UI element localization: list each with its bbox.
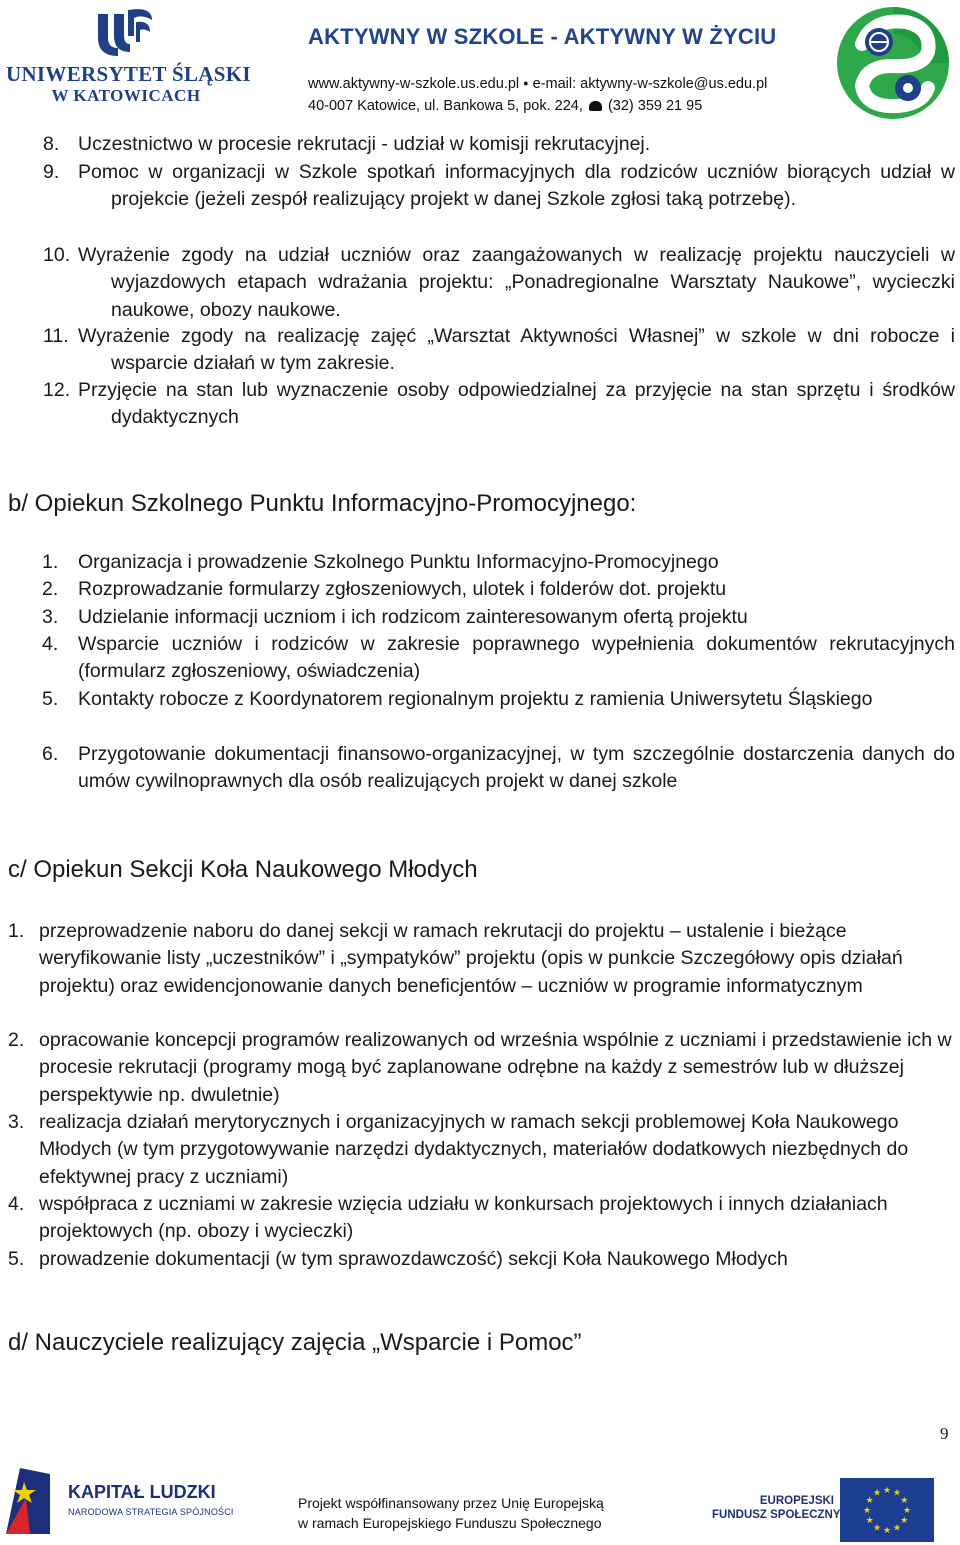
- list-item-text: Rozprowadzanie formularzy zgłoszeniowych, ulotek i folderów dot. projektu: [78, 578, 727, 600]
- eu-star-icon: ★: [862, 1505, 872, 1515]
- list-item-number: 2.: [42, 578, 59, 600]
- page-header: [0, 0, 960, 124]
- university-city: W KATOWICACH: [51, 86, 201, 105]
- kapital-ludzki-title: KAPITAŁ LUDZKI: [68, 1482, 216, 1502]
- list-item-number: 5.: [8, 1248, 25, 1270]
- eu-star-icon: ★: [902, 1505, 912, 1515]
- project-phone: (32) 359 21 95: [607, 98, 703, 114]
- project-logo-icon: [832, 4, 954, 122]
- kapital-ludzki-logo-icon: [6, 1468, 50, 1534]
- list-item-text: współpraca z uczniami w zakresie wzięcia udziału w konkursach projektowych i innych działaniach projektowych (np. obozy i wycieczki): [39, 1193, 888, 1243]
- efs-label-line-1: EUROPEJSKI: [759, 1495, 834, 1507]
- list-item: [8, 1246, 953, 1273]
- list-item-text: przeprowadzenie naboru do danej sekcji w ramach rekrutacji do projektu – ustalenie i bieżące weryfikowanie listy „uczestników” i „sympatyków” projektu (opis w punkcie Szczegółowy opis działań projektu) oraz ewidencjonowanie danych beneficjentów – uczniów w programie informatycznym: [39, 920, 903, 997]
- list-item-text: Wyrażenie zgody na udział uczniów oraz zaangażowanych w realizację projektu nauczycieli w wyjazdowych etapach wdrażania projektu: „Ponadregionalne Warsztaty Naukowe”, wycieczki naukowe, obozy naukowe.: [78, 244, 955, 321]
- list-item-number: 1.: [42, 551, 59, 573]
- list-item-number: 6.: [42, 743, 59, 765]
- list-item: [8, 1109, 953, 1191]
- list-item-text: Przyjęcie na stan lub wyznaczenie osoby odpowiedzialnej za przyjęcie na stan sprzętu i środków dydaktycznych: [78, 379, 955, 429]
- list-item-number: 10.: [43, 244, 71, 266]
- efs-label-line-2: FUNDUSZ SPOŁECZNY: [712, 1509, 841, 1521]
- eu-note-line-1: Projekt współfinansowany przez Unię Europejską: [298, 1495, 604, 1511]
- eu-star-icon: ★: [892, 1522, 902, 1533]
- list-item-number: 4.: [42, 633, 59, 655]
- page-number: 9: [940, 1424, 949, 1443]
- list-item-number: 11.: [43, 325, 69, 347]
- list-item-text: Udzielanie informacji uczniom i ich rodzicom zainteresowanym ofertą projektu: [78, 606, 748, 628]
- list-item: [42, 686, 955, 713]
- list-item-number: 9.: [43, 161, 60, 183]
- list-item: [42, 631, 955, 686]
- list-item: [42, 604, 955, 631]
- eu-cofinancing-note: [298, 1493, 604, 1533]
- eu-flag-icon: [840, 1478, 934, 1542]
- list-item-number: 2.: [8, 1029, 25, 1051]
- page-footer: [0, 1462, 960, 1542]
- kapital-ludzki-subtitle: NARODOWA STRATEGIA SPÓJNOŚCI: [68, 1507, 234, 1517]
- section-b-title: b/ Opiekun Szkolnego Punktu Informacyjno-Promocyjnego:: [8, 490, 637, 517]
- list-item-text: prowadzenie dokumentacji (w tym sprawozdawczość) sekcji Koła Naukowego Młodych: [39, 1248, 788, 1270]
- eu-star-icon: ★: [882, 1525, 892, 1535]
- eu-note-line-2: w ramach Europejskiego Funduszu Społecznego: [298, 1515, 602, 1531]
- list-item: [43, 242, 955, 324]
- eu-star-icon: ★: [872, 1487, 882, 1498]
- list-item: [42, 741, 955, 796]
- university-name: UNIWERSYTET ŚLĄSKI: [6, 62, 251, 86]
- eu-star-icon: ★: [900, 1515, 909, 1525]
- list-item-number: 8.: [43, 133, 60, 155]
- list-item-text: Kontakty robocze z Koordynatorem regionalnym projektu z ramienia Uniwersytetu Śląskiego: [78, 688, 873, 710]
- university-logo: [6, 6, 251, 106]
- list-item-number: 3.: [42, 606, 59, 628]
- list-item-number: 12.: [43, 379, 71, 401]
- project-address: 40-007 Katowice, ul. Bankowa 5, pok. 224,: [308, 98, 583, 114]
- list-item: [42, 576, 955, 603]
- project-title: AKTYWNY W SZKOLE - AKTYWNY W ŻYCIU: [308, 24, 777, 49]
- efs-label: [712, 1494, 841, 1522]
- project-email[interactable]: e-mail: aktywny-w-szkole@us.edu.pl: [532, 76, 768, 92]
- eu-star-icon: ★: [900, 1495, 909, 1505]
- phone-icon: [589, 101, 602, 111]
- section-d-title: d/ Nauczyciele realizujący zajęcia „Wsparcie i Pomoc”: [8, 1329, 582, 1356]
- section-c-title: c/ Opiekun Sekcji Koła Naukowego Młodych: [8, 856, 478, 883]
- eu-star-icon: ★: [882, 1485, 892, 1495]
- list-item-text: Organizacja i prowadzenie Szkolnego Punktu Informacyjno-Promocyjnego: [78, 551, 719, 573]
- list-item-text: Wsparcie uczniów i rodziców w zakresie poprawnego wypełnienia dokumentów rekrutacyjnych (formularz zgłoszeniowy, oświadczenia): [78, 633, 955, 683]
- list-item-number: 3.: [8, 1111, 25, 1133]
- list-item-text: Wyrażenie zgody na realizację zajęć „Warsztat Aktywności Własnej” w szkole w dni robocze i wsparcie działań w tym zakresie.: [78, 325, 955, 375]
- list-item: [43, 377, 955, 432]
- list-item-text: Przygotowanie dokumentacji finansowo-organizacyjnej, w tym szczególnie dostarczenia danych do umów cywilnoprawnych dla osób realizujących projekt w danej szkole: [78, 743, 955, 793]
- eu-star-icon: ★: [892, 1487, 902, 1498]
- list-item: [8, 1027, 953, 1109]
- eu-star-icon: ★: [865, 1495, 874, 1505]
- list-item-text: realizacja działań merytorycznych i organizacyjnych w ramach sekcji problemowej Koła Naukowego Młodych (w tym przygotowywanie narzędzi dydaktycznych, materiałów dodatkowych niezbędnych do efektywnej pracy z uczniami): [39, 1111, 909, 1188]
- list-item: [43, 131, 955, 158]
- bullet-separator-icon: ●: [523, 78, 529, 88]
- list-item-text: Uczestnictwo w procesie rekrutacji - udział w komisji rekrutacyjnej.: [78, 133, 651, 155]
- list-item-text: opracowanie koncepcji programów realizowanych od września wspólnie z uczniami i przedstawienie ich w procesie rekrutacji (programy mogą być zaplanowane odrębne na każdy z semestrów lub w dłuższej perspektywie np. dwuletnie): [39, 1029, 952, 1106]
- list-item-number: 4.: [8, 1193, 25, 1215]
- list-item-text: Pomoc w organizacji w Szkole spotkań informacyjnych dla rodziców uczniów biorących udział w projekcie (jeżeli zespół realizujący projekt w danej Szkole zgłosi taką potrzebę).: [78, 161, 955, 211]
- project-contact-line-1: [308, 76, 767, 92]
- eu-star-icon: ★: [865, 1515, 874, 1525]
- list-item: [43, 159, 955, 214]
- list-item: [42, 549, 955, 576]
- list-item: [8, 1191, 948, 1246]
- list-item: [8, 918, 928, 1000]
- project-contact-line-2: [308, 98, 702, 114]
- project-website-link[interactable]: www.aktywny-w-szkole.us.edu.pl: [308, 76, 520, 92]
- list-item-number: 5.: [42, 688, 59, 710]
- eu-star-icon: ★: [872, 1522, 882, 1533]
- list-item: [43, 323, 955, 378]
- list-item-number: 1.: [8, 920, 25, 942]
- university-emblem-icon: [94, 6, 154, 60]
